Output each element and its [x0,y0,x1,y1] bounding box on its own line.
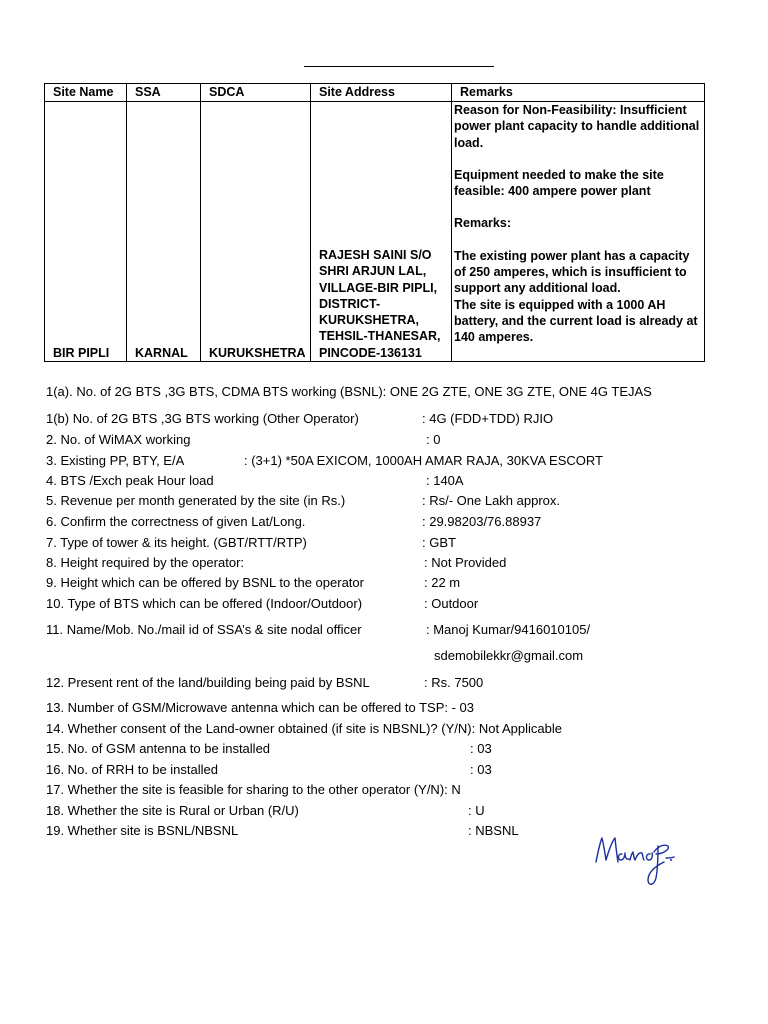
item-answer: : 140A [426,473,464,488]
item-answer: : NBSNL [468,823,519,838]
address-line: TEHSIL-THANESAR, [319,329,441,344]
item-question: 1(a). No. of 2G BTS ,3G BTS, CDMA BTS working (BSNL): ONE 2G ZTE, ONE 3G ZTE, ONE 4G TEJAS [46,384,652,399]
item-answer: : 29.98203/76.88937 [422,514,542,529]
item-answer: : 0 [426,432,441,447]
item-answer: : GBT [422,535,456,550]
item-answer: sdemobilekkr@gmail.com [434,648,584,663]
item-question: 8. Height required by the operator: [46,555,245,570]
item-answer: : Manoj Kumar/9416010105/ [426,622,591,637]
item-question: 18. Whether the site is Rural or Urban (R/U) [46,803,299,818]
signature-stroke [596,838,674,884]
item-answer: : 03 [470,741,492,756]
signature [592,826,678,890]
remarks-heading: Remarks: [454,216,511,231]
remarks-battery: The site is equipped with a 1000 AH battery, and the current load is already at 140 amperes. [454,297,698,345]
item-answer: : Not Provided [424,555,507,570]
remarks-equipment: Equipment needed to make the site feasible: 400 ampere power plant [454,167,664,199]
header-ssa: SSA [127,84,201,102]
remarks-capacity: The existing power plant has a capacity of 250 amperes, which is insufficient to support any additional load. [454,248,690,296]
item-question: 17. Whether the site is feasible for sharing to the other operator (Y/N): N [46,782,461,797]
cell-remarks [452,102,705,362]
cell-sdca: KURUKSHETRA [201,102,311,362]
signature-dot [670,859,672,861]
address-line: RAJESH SAINI S/O [319,247,432,262]
header-site-name: Site Name [45,84,127,102]
item-question: 14. Whether consent of the Land-owner obtained (if site is NBSNL)? (Y/N): Not Applicable [46,721,562,736]
item-question: 3. Existing PP, BTY, E/A [46,453,185,468]
item-question: 10. Type of BTS which can be offered (Indoor/Outdoor) [46,596,363,611]
header-remarks: Remarks [452,84,705,102]
item-answer: : (3+1) *50A EXICOM, 1000AH AMAR RAJA, 30KVA ESCORT [244,453,603,468]
item-question: 5. Revenue per month generated by the site (in Rs.) [46,493,346,508]
item-question: 1(b) No. of 2G BTS ,3G BTS working (Other Operator) [46,411,359,426]
address-line: PINCODE-136131 [319,345,422,360]
cell-site-name: BIR PIPLI [45,102,127,362]
table-header-row [45,84,705,102]
address-line: VILLAGE-BIR PIPLI, [319,280,438,295]
item-answer: : 4G (FDD+TDD) RJIO [422,411,554,426]
item-question: 19. Whether site is BSNL/NBSNL [46,823,239,838]
item-question: 13. Number of GSM/Microwave antenna which can be offered to TSP: - 03 [46,700,475,715]
header-sdca: SDCA [201,84,311,102]
item-answer: : 03 [470,762,492,777]
item-question: 12. Present rent of the land/building being paid by BSNL [46,675,370,690]
remarks-reason: Reason for Non-Feasibility: Insufficient power plant capacity to handle additional load. [454,103,700,150]
item-answer: : Rs/- One Lakh approx. [422,493,561,508]
item-answer: : Rs. 7500 [424,675,484,690]
item-question: 4. BTS /Exch peak Hour load [46,473,214,488]
item-question: 7. Type of tower & its height. (GBT/RTT/RTP) [46,535,307,550]
item-answer: : Outdoor [424,596,479,611]
item-question: 6. Confirm the correctness of given Lat/Long. [46,514,306,529]
header-site-address: Site Address [311,84,452,102]
item-question: 9. Height which can be offered by BSNL to the operator [46,575,364,590]
address-line: KURUKSHETRA, [319,313,419,328]
item-question: 11. Name/Mob. No./mail id of SSA’s & site nodal officer [46,622,362,637]
site-table [44,83,705,362]
address-line: DISTRICT- [319,296,381,311]
item-question: 16. No. of RRH to be installed [46,762,218,777]
item-answer: : 22 m [424,575,461,590]
item-question: 2. No. of WiMAX working [46,432,191,447]
address-line: SHRI ARJUN LAL, [319,264,427,279]
cell-site-address [311,102,452,362]
cell-ssa: KARNAL [127,102,201,362]
table-row [45,102,705,362]
item-question: 15. No. of GSM antenna to be installed [46,741,271,756]
item-answer: : U [468,803,485,818]
top-rule [304,66,494,67]
